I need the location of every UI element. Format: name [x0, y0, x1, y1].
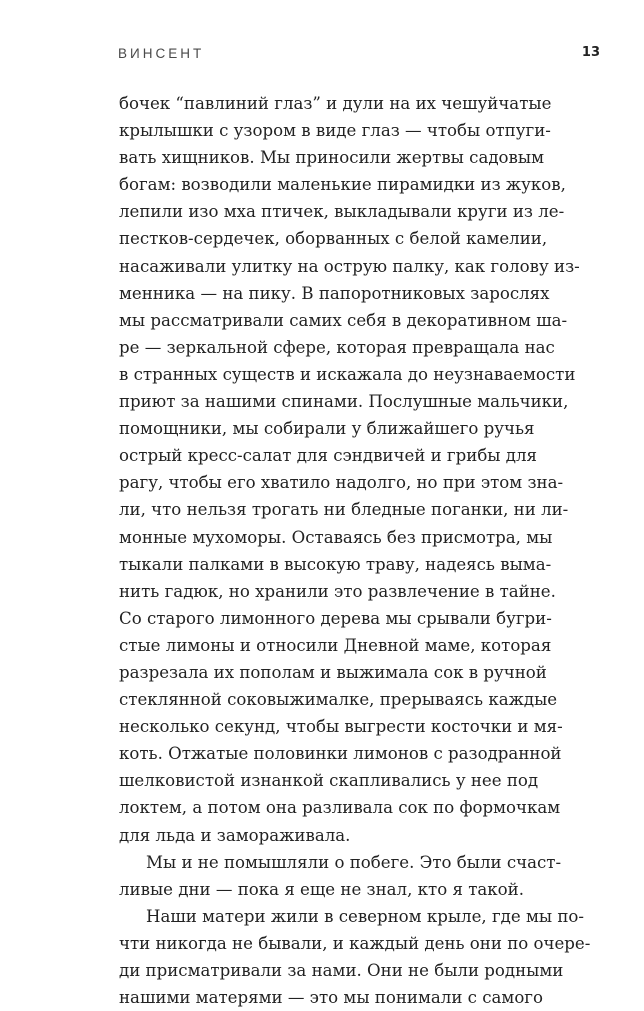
- body-text: [119, 90, 591, 1011]
- text-line: вать хищников. Мы приносили жертвы садовым: [119, 148, 544, 168]
- text-line: острый кресс-салат для сэндвичей и грибы для: [119, 446, 538, 466]
- text-line: крылышки с узором в виде глаз — чтобы отпуги-: [119, 121, 551, 141]
- text-line: пестков-сердечек, оборванных с белой камелии,: [119, 229, 548, 249]
- text-line: Мы и не помышляли о побеге. Это были счаст-: [146, 852, 562, 872]
- text-line: стые лимоны и относили Дневной маме, которая: [119, 635, 552, 655]
- text-line: нить гадюк, но хранили это развлечение в тайне.: [119, 581, 556, 601]
- text-line: Со старого лимонного дерева мы срывали бугри-: [119, 608, 552, 628]
- text-line: локтем, а потом она разливала сок по формочкам: [119, 798, 561, 818]
- text-line: бочек “павлиний глаз” и дули на их чешуйчатые: [119, 94, 552, 113]
- running-title: ВИНСЕНТ: [118, 46, 205, 61]
- text-line: мы рассматривали самих себя в декоративном ша-: [119, 310, 568, 330]
- text-line: несколько секунд, чтобы выгрести косточки и мя-: [119, 717, 563, 737]
- text-line: насаживали улитку на острую палку, как голову из-: [119, 256, 580, 276]
- text-line: ливые дни — пока я еще не знал, кто я такой.: [119, 879, 524, 899]
- text-line: ре — зеркальной сфере, которая превращала нас: [119, 337, 555, 357]
- text-line: рагу, чтобы его хватило надолго, но при этом зна-: [119, 473, 564, 493]
- text-line: нашими матерями — это мы понимали с самого: [119, 988, 543, 1008]
- text-line: в странных существ и искажала до неузнаваемости: [119, 364, 576, 384]
- text-line: Наши матери жили в северном крыле, где мы по-: [146, 906, 584, 926]
- page-number: 13: [581, 45, 600, 60]
- text-line: для льда и замораживала.: [119, 825, 351, 845]
- text-line: чти никогда не бывали, и каждый день они по очере-: [119, 933, 591, 953]
- text-line: шелковистой изнанкой скапливались у нее под: [119, 771, 539, 791]
- text-line: менника — на пику. В папоротниковых зарослях: [119, 283, 550, 303]
- text-line: коть. Отжатые половинки лимонов с разодранной: [119, 744, 562, 764]
- text-line: ли, что нельзя трогать ни бледные поганки, ни ли-: [119, 500, 569, 520]
- running-header: [0, 46, 644, 70]
- text-line: приют за нашими спинами. Послушные мальчики,: [119, 392, 569, 412]
- text-line: лепили изо мха птичек, выкладывали круги из ле-: [119, 202, 565, 222]
- text-line: ди присматривали за нами. Они не были родными: [119, 961, 564, 980]
- text-line: стеклянной соковыжималке, прерываясь каждые: [119, 690, 558, 710]
- text-line: богам: возводили маленькие пирамидки из жуков,: [119, 175, 566, 195]
- text-line: тыкали палками в высокую траву, надеясь выма-: [119, 554, 552, 574]
- text-line: помощники, мы собирали у ближайшего ручья: [119, 419, 535, 439]
- text-line: монные мухоморы. Оставаясь без присмотра, мы: [119, 527, 553, 547]
- text-line: разрезала их пополам и выжимала сок в ручной: [119, 662, 547, 682]
